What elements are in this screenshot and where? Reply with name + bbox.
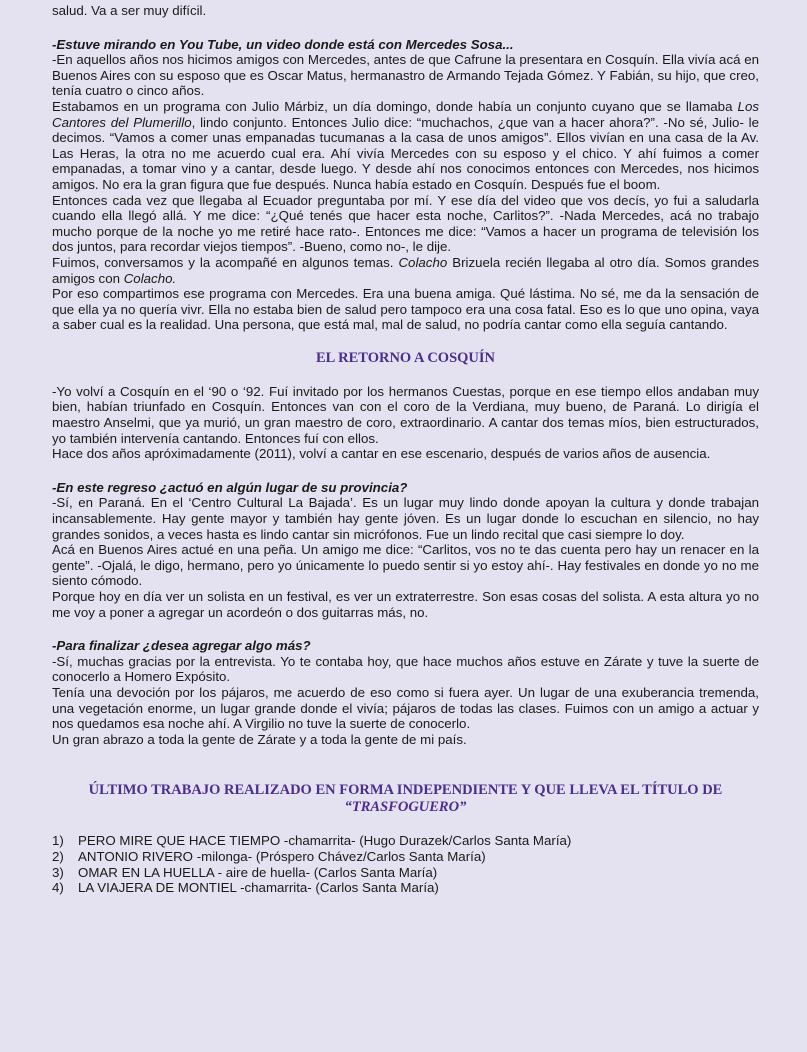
question: -Para finalizar ¿desea agregar algo más? <box>52 638 311 654</box>
question: -Estuve mirando en You Tube, un video donde está con Mercedes Sosa... <box>52 36 514 52</box>
album-title: “TRASFOGUERO” <box>344 799 467 816</box>
interview-block-provincia <box>52 480 759 620</box>
paragraph: -Sí, en Paraná. En el ‘Centro Cultural La Bajada’. Es un lugar muy lindo donde apoyan la cultura y donde trabajan incansablemente. Hay gente mayor y también hay gente jóven. Es un lugar donde lo escuchan en silencio, no hay grandes sonidos, a veces hasta es lindo cantar sin micrófonos. Fue un lindo recital que casi siempre lo doy. <box>52 495 759 542</box>
paragraph: Por eso compartimos ese programa con Mercedes. Era una buena amiga. Qué lástima. No sé, me da la sensación de que ella ya no quería vivr. Ella no estaba bien de salud pero tampoco era una cosa fatal. Eso es lo que uno opina, vaya a saber cual es la realidad. Una persona, que está mal, mal de salud, no podría cantar como ella seguía cantando. <box>52 286 759 333</box>
paragraph: -Yo volví a Cosquín en el ‘90 o ‘92. Fuí invitado por los hermanos Cuestas, porque en ese tiempo ellos andaban muy bien, habían triunfado en Cosquín. Entonces van con el coro de la Verdiana, muy bueno, de Paraná. Lo dirigía el maestro Anselmi, que ya murió, un gran maestro de coro, extraordinario. A cantar dos temas míos, bien estructurados, yo también intervenía cantando. Entonces fuí con ellos. <box>52 383 759 446</box>
interview-block-mercedes <box>52 37 759 333</box>
paragraph: Un gran abrazo a toda la gente de Zárate y a toda la gente de mi país. <box>52 731 467 747</box>
track-list <box>52 833 759 895</box>
paragraph: -Sí, muchas gracias por la entrevista. Yo te contaba hoy, que hace muchos años estuve en Zárate y tuve la suerte de conocerlo a Homero Expósito. <box>52 653 759 685</box>
track-item: 3) OMAR EN LA HUELLA - aire de huella- (Carlos Santa María) <box>52 864 438 880</box>
track-item: 2) ANTONIO RIVERO -milonga- (Próspero Chávez/Carlos Santa María) <box>52 848 486 864</box>
paragraph: Fuimos, conversamos y la acompañé en algunos temas. Colacho Brizuela recién llegaba al otro día. Somos grandes amigos con Colacho. <box>52 254 759 286</box>
track-item: 1) PERO MIRE QUE HACE TIEMPO -chamarrita- (Hugo Durazek/Carlos Santa María) <box>52 833 572 849</box>
section-title-ultimo-trabajo <box>52 782 759 816</box>
paragraph: Acá en Buenos Aires actué en una peña. Un amigo me dice: “Carlitos, vos no te das cuenta pero hay un renacer en la gente”. -Ojalá, le digo, hermano, pero yo únicamente lo puedo sentir si yo estoy ahí-. Hay festivales en donde yo no me siento cómodo. <box>52 542 759 589</box>
interview-block-cosquin <box>52 384 759 462</box>
track-item: 4) LA VIAJERA DE MONTIEL -chamarrita- (Carlos Santa María) <box>52 880 439 896</box>
paragraph: Tenía una devoción por los pájaros, me acuerdo de eso como si fuera ayer. Un lugar de una exuberancia tremenda, una vegetación enorme, un lugar grande donde el vivía; pájaros de todas las clases. Fuimos con un amigo a actuar y nos quedamos esa noche ahí. A Virgilio no tuve la suerte de conocerlo. <box>52 684 759 732</box>
paragraph: Entonces cada vez que llegaba al Ecuador preguntaba por mí. Y ese día del video que vos decís, yo fui a saludarla cuando ella llegó allá. Y me dice: “¿Qué tenés que hacer esta noche, Carlitos?”. -Nada Mercedes, acá no trabajo mucho porque de la noche yo me retiré hace rato-. Entonces me dice: “Vamos a hacer un programa de televisión los dos juntos, para recordar viejos tiempos”. -Bueno, como no-, le dije. <box>52 192 759 255</box>
paragraph: Estabamos en un programa con Julio Márbiz, un día domingo, donde había un conjunto cuyano que se llamaba Los Cantores del Plumerillo, lindo conjunto. Entonces Julio dice: “muchachos, ¿que van a hacer ahora?”. -No sé, Julio- le decimos. “Vamos a comer unas empanadas tucumanas a la casa de unos amigos”. Ellos vivían en una casa de la Av. Las Heras, la otra no me acuerdo cual era. Ahí vivía Mercedes con su esposo y el chico. Y ahí fuimos a comer empanadas, a tomar vino y a cantar, desde luego. Y desde ahí nos conocimos entonces con Mercedes, nos hicimos amigos. No era la gran figura que fue después. Nunca había estado en Cosquín. Después fue el boom. <box>52 98 759 192</box>
paragraph: Porque hoy en día ver un solista en un festival, es ver un extraterrestre. Son esas cosas del solista. A esta altura yo no me voy a poner a agregar un acordeón o dos guitarras más, no. <box>52 589 759 620</box>
paragraph: -En aquellos años nos hicimos amigos con Mercedes, antes de que Cafrune la presentara en Cosquín. Ella vivía acá en Buenos Aires con su esposo que es Oscar Matus, hermanastro de Armando Tejada Gómez. Y Fabián, su hijo, que creo, tenía cuatro o cinco años. <box>52 52 759 99</box>
section-title-retorno: EL RETORNO A COSQUÍN <box>315 349 496 366</box>
section-title-text: ÚLTIMO TRABAJO REALIZADO EN FORMA INDEPENDIENTE Y QUE LLEVA EL TÍTULO DE <box>88 782 723 799</box>
question: -En este regreso ¿actuó en algún lugar de su provincia? <box>52 479 408 495</box>
top-line: salud. Va a ser muy difícil. <box>52 3 207 18</box>
paragraph: Hace dos años apróximadamente (2011), volví a cantar en ese escenario, después de varios años de ausencia. <box>52 446 711 462</box>
interview-block-final <box>52 638 759 747</box>
